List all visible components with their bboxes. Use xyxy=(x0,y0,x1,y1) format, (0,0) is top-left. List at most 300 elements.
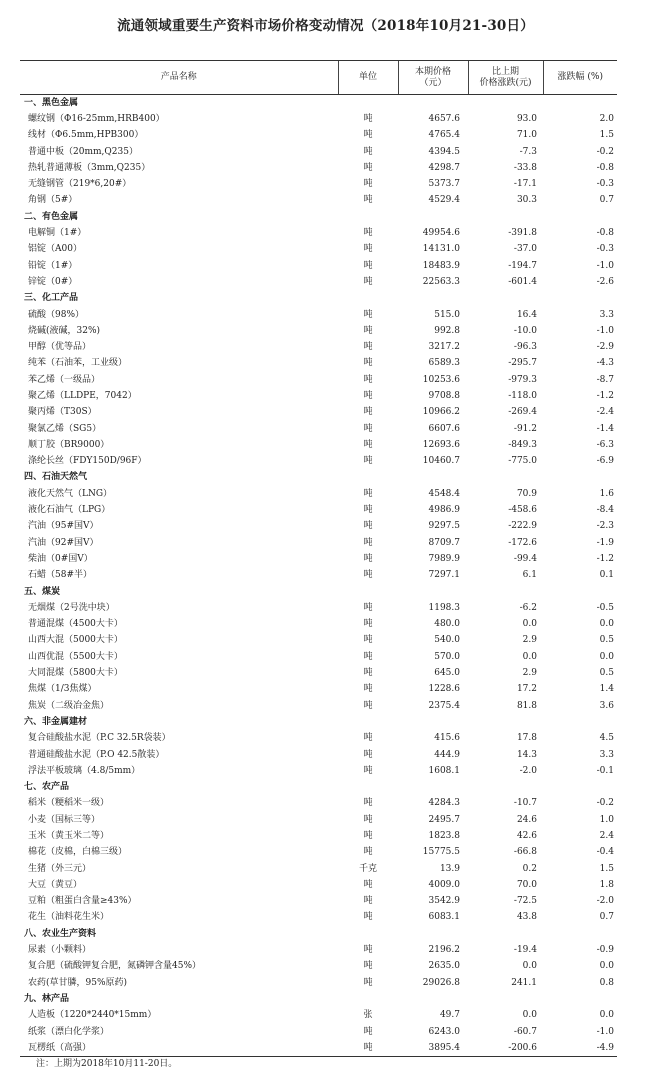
unit-cell: 吨 xyxy=(363,602,373,613)
unit-cell: 张 xyxy=(363,1010,373,1021)
pct-cell: -0.4 xyxy=(596,847,614,858)
unit-cell: 吨 xyxy=(363,260,373,271)
change-cell: 70.0 xyxy=(516,879,537,890)
unit-cell: 吨 xyxy=(363,1026,373,1037)
change-cell: -33.8 xyxy=(513,162,537,173)
table-row xyxy=(20,632,617,648)
product-name: 农药(草甘膦，95%原药) xyxy=(28,977,128,988)
empty-cell xyxy=(338,209,398,225)
unit-cell: 吨 xyxy=(363,456,373,467)
price-cell: 1608.1 xyxy=(428,765,460,776)
empty-cell xyxy=(338,583,398,599)
table-row xyxy=(20,681,617,697)
price-cell: 9297.5 xyxy=(428,521,460,532)
table-row xyxy=(20,306,617,322)
product-name: 普通中板（20mm,Q235） xyxy=(28,146,138,157)
unit-cell: 吨 xyxy=(363,162,373,173)
unit-cell: 吨 xyxy=(363,814,373,825)
change-cell: -269.4 xyxy=(508,407,537,418)
unit-cell: 吨 xyxy=(363,831,373,841)
pct-cell: -2.3 xyxy=(596,521,614,532)
pct-cell: -4.9 xyxy=(543,1040,617,1056)
footnote: 注：上期为2018年10月11-20日。 xyxy=(36,1059,178,1069)
table-row xyxy=(20,453,617,469)
price-table xyxy=(20,60,617,1057)
unit-cell: 吨 xyxy=(363,961,373,972)
pct-cell: 1.4 xyxy=(599,684,614,695)
unit-cell: 吨 xyxy=(363,358,373,369)
unit-cell: 吨 xyxy=(363,244,373,255)
pct-cell: -0.2 xyxy=(596,146,614,157)
change-cell: -601.4 xyxy=(508,276,537,287)
pct-cell: -6.9 xyxy=(596,456,614,467)
unit-cell: 吨 xyxy=(363,749,373,760)
table-row xyxy=(20,828,617,844)
price-cell: 13.9 xyxy=(439,863,460,874)
change-cell: -6.2 xyxy=(519,602,537,613)
price-cell: 4394.5 xyxy=(428,146,460,157)
price-cell: 49.7 xyxy=(439,1010,460,1021)
price-cell: 1198.3 xyxy=(428,602,460,613)
price-cell: 2495.7 xyxy=(428,814,460,825)
pct-cell: 0.7 xyxy=(599,195,614,206)
table-row xyxy=(20,143,617,159)
category-name: 五、煤炭 xyxy=(24,586,61,597)
table-row xyxy=(20,111,617,127)
unit-cell: 吨 xyxy=(363,537,373,548)
price-cell: 515.0 xyxy=(434,309,460,320)
table-row xyxy=(20,192,617,208)
pct-cell: 2.0 xyxy=(599,113,614,124)
price-cell: 22563.3 xyxy=(422,276,460,287)
pct-cell: 0.0 xyxy=(599,619,614,630)
table-row xyxy=(20,600,617,616)
table-row xyxy=(20,763,617,779)
price-cell: 4765.4 xyxy=(428,130,460,141)
pct-cell: -6.3 xyxy=(596,439,614,450)
empty-cell xyxy=(468,583,543,599)
change-cell: 42.6 xyxy=(516,831,537,841)
price-cell: 10253.6 xyxy=(422,374,460,385)
product-name: 汽油（95#国Ⅴ） xyxy=(28,521,99,532)
unit-cell: 吨 xyxy=(363,896,373,907)
pct-cell: -2.0 xyxy=(596,896,614,907)
price-cell: 4298.7 xyxy=(428,162,460,173)
table-row xyxy=(20,257,617,273)
price-cell: 4657.6 xyxy=(428,113,460,124)
change-cell: -37.0 xyxy=(513,244,537,255)
price-cell: 2196.2 xyxy=(428,945,460,956)
unit-cell: 吨 xyxy=(363,309,373,320)
product-name: 瓦楞纸（高强） xyxy=(20,1040,338,1056)
empty-cell xyxy=(543,469,617,485)
empty-cell xyxy=(543,926,617,942)
price-cell: 1228.6 xyxy=(428,684,460,695)
unit-cell: 吨 xyxy=(363,733,373,744)
price-cell: 6589.3 xyxy=(428,358,460,369)
change-cell: -200.6 xyxy=(468,1040,543,1056)
unit-cell: 吨 xyxy=(363,553,373,564)
change-cell: -2.0 xyxy=(519,765,537,776)
price-cell: 4529.4 xyxy=(428,195,460,206)
product-name: 聚氯乙烯（SG5） xyxy=(28,423,102,434)
unit-cell: 吨 xyxy=(363,505,373,516)
table-row xyxy=(20,812,617,828)
change-cell: -96.3 xyxy=(513,342,537,353)
price-cell: 8709.7 xyxy=(428,537,460,548)
pct-cell: -8.4 xyxy=(596,505,614,516)
pct-cell: 0.0 xyxy=(599,961,614,972)
unit-cell: 吨 xyxy=(363,228,373,239)
category-row xyxy=(20,95,617,111)
pct-cell: -2.6 xyxy=(596,276,614,287)
pct-cell: -1.0 xyxy=(596,1026,614,1037)
pct-cell: -0.1 xyxy=(596,765,614,776)
product-name: 热轧普通薄板（3mm,Q235） xyxy=(28,162,151,173)
change-cell: 81.8 xyxy=(516,700,537,711)
change-cell: -979.3 xyxy=(508,374,537,385)
change-cell: -194.7 xyxy=(508,260,537,271)
empty-cell xyxy=(543,991,617,1007)
table-row xyxy=(20,567,617,583)
table-row xyxy=(20,372,617,388)
empty-cell xyxy=(468,209,543,225)
table-row xyxy=(20,225,617,241)
category-row xyxy=(20,209,617,225)
change-cell: 2.9 xyxy=(522,635,537,646)
pct-cell: 0.1 xyxy=(599,570,614,581)
price-cell: 415.6 xyxy=(434,733,460,744)
pct-cell: -4.3 xyxy=(596,358,614,369)
pct-cell: 0.5 xyxy=(599,668,614,679)
change-cell: -66.8 xyxy=(513,847,537,858)
category-row xyxy=(20,469,617,485)
unit-cell: 吨 xyxy=(363,651,373,662)
price-cell: 3895.4 xyxy=(398,1040,468,1056)
product-name: 螺纹钢（Φ16-25mm,HRB400） xyxy=(28,113,165,124)
unit-cell: 吨 xyxy=(363,423,373,434)
table-row xyxy=(20,535,617,551)
product-name: 豆粕（粗蛋白含量≥43%） xyxy=(28,896,137,907)
table-row xyxy=(20,649,617,665)
category-name: 三、化工产品 xyxy=(24,293,79,304)
table-row xyxy=(20,1023,617,1039)
price-cell: 6243.0 xyxy=(428,1026,460,1037)
unit-cell: 吨 xyxy=(363,113,373,124)
table-row xyxy=(20,1007,617,1023)
change-cell: 241.1 xyxy=(511,977,537,988)
pct-cell: -1.9 xyxy=(596,537,614,548)
category-row xyxy=(20,779,617,795)
product-name: 生猪（外三元） xyxy=(28,863,92,874)
price-cell: 540.0 xyxy=(434,635,460,646)
empty-cell xyxy=(398,583,468,599)
product-name: 柴油（0#国Ⅴ） xyxy=(28,553,93,564)
empty-cell xyxy=(338,95,398,111)
unit-cell: 吨 xyxy=(363,668,373,679)
price-cell: 12693.6 xyxy=(422,439,460,450)
pct-cell: -0.3 xyxy=(596,244,614,255)
product-name: 无烟煤（2号洗中块） xyxy=(28,602,115,613)
product-name: 复合肥（硫酸钾复合肥，氮磷钾含量45%） xyxy=(28,961,202,972)
product-name: 山西大混（5000大卡） xyxy=(28,635,123,646)
product-name: 甲醇（优等品） xyxy=(28,342,92,353)
product-name: 锌锭（0#） xyxy=(28,276,78,287)
pct-cell: 1.6 xyxy=(599,488,614,499)
empty-cell xyxy=(398,95,468,111)
table-row xyxy=(20,860,617,876)
pct-cell: -0.8 xyxy=(596,228,614,239)
unit-cell: 吨 xyxy=(363,439,373,450)
empty-cell xyxy=(398,926,468,942)
change-cell: -295.7 xyxy=(508,358,537,369)
table-row xyxy=(20,942,617,958)
table-row xyxy=(20,486,617,502)
change-cell: 0.2 xyxy=(522,863,537,874)
empty-cell xyxy=(398,991,468,1007)
unit-cell: 吨 xyxy=(363,765,373,776)
empty-cell xyxy=(398,779,468,795)
product-name: 液化石油气（LPG） xyxy=(28,505,111,516)
unit-cell: 吨 xyxy=(363,195,373,206)
header-change-line2: 价格涨跌(元) xyxy=(479,77,532,88)
product-name: 人造板（1220*2440*15mm） xyxy=(28,1010,157,1021)
price-cell: 49954.6 xyxy=(422,228,460,239)
pct-cell: -0.5 xyxy=(596,602,614,613)
price-cell: 4009.0 xyxy=(428,879,460,890)
table-header xyxy=(20,61,617,95)
table-row xyxy=(20,339,617,355)
product-name: 花生（油料花生米） xyxy=(28,912,110,923)
change-cell: 2.9 xyxy=(522,668,537,679)
unit-cell: 吨 xyxy=(363,276,373,287)
change-cell: -10.0 xyxy=(513,325,537,336)
pct-cell: 0.0 xyxy=(599,651,614,662)
product-name: 大豆（黄豆） xyxy=(28,879,83,890)
product-name: 纸浆（漂白化学浆） xyxy=(28,1026,110,1037)
unit-cell: 吨 xyxy=(363,488,373,499)
table-row xyxy=(20,551,617,567)
unit-cell: 吨 xyxy=(363,390,373,401)
header-product: 产品名称 xyxy=(20,61,338,95)
table-row xyxy=(20,355,617,371)
change-cell: -172.6 xyxy=(508,537,537,548)
table-row xyxy=(20,388,617,404)
empty-cell xyxy=(468,714,543,730)
table-row xyxy=(20,877,617,893)
unit-cell: 吨 xyxy=(363,798,373,809)
table-row xyxy=(20,437,617,453)
price-cell: 1823.8 xyxy=(428,831,460,841)
product-name: 铅锭（1#） xyxy=(28,260,78,271)
product-name: 普通混煤（4500大卡） xyxy=(28,619,123,630)
pct-cell: 1.5 xyxy=(599,130,614,141)
pct-cell: 3.3 xyxy=(599,309,614,320)
pct-cell: -0.2 xyxy=(596,798,614,809)
change-cell: 24.6 xyxy=(516,814,537,825)
unit-cell: 吨 xyxy=(363,684,373,695)
pct-cell: -0.9 xyxy=(596,945,614,956)
pct-cell: -0.3 xyxy=(596,179,614,190)
table-row xyxy=(20,975,617,991)
unit-cell: 吨 xyxy=(363,374,373,385)
unit-cell: 吨 xyxy=(363,635,373,646)
category-name: 四、石油天然气 xyxy=(24,472,88,483)
empty-cell xyxy=(543,714,617,730)
change-cell: 0.0 xyxy=(522,961,537,972)
pct-cell: -1.0 xyxy=(596,325,614,336)
table-row xyxy=(20,502,617,518)
table-row xyxy=(20,746,617,762)
table-row xyxy=(20,795,617,811)
empty-cell xyxy=(398,290,468,306)
empty-cell xyxy=(468,469,543,485)
change-cell: 0.0 xyxy=(522,619,537,630)
product-name: 顺丁胶（BR9000） xyxy=(28,439,110,450)
empty-cell xyxy=(398,714,468,730)
product-name: 电解铜（1#） xyxy=(28,228,87,239)
unit-cell: 吨 xyxy=(363,521,373,532)
category-row xyxy=(20,583,617,599)
unit-cell: 吨 xyxy=(338,1040,398,1056)
unit-cell: 吨 xyxy=(363,130,373,141)
change-cell: -19.4 xyxy=(513,945,537,956)
price-cell: 992.8 xyxy=(434,325,460,336)
change-cell: -391.8 xyxy=(508,228,537,239)
empty-cell xyxy=(468,779,543,795)
product-name: 苯乙烯（一级品） xyxy=(28,374,101,385)
price-cell: 7989.9 xyxy=(428,553,460,564)
table-row xyxy=(20,404,617,420)
pct-cell: 2.4 xyxy=(599,831,614,841)
table-row xyxy=(20,1040,617,1056)
category-name: 二、有色金属 xyxy=(24,211,79,222)
empty-cell xyxy=(398,209,468,225)
change-cell: -775.0 xyxy=(508,456,537,467)
change-cell: 0.0 xyxy=(522,1010,537,1021)
product-name: 浮法平板玻璃（4.8/5mm） xyxy=(28,765,141,776)
price-cell: 14131.0 xyxy=(422,244,460,255)
table-row xyxy=(20,127,617,143)
empty-cell xyxy=(468,290,543,306)
pct-cell: 0.8 xyxy=(599,977,614,988)
change-cell: 43.8 xyxy=(516,912,537,923)
pct-cell: 0.5 xyxy=(599,635,614,646)
product-name: 角钢（5#） xyxy=(28,195,78,206)
category-row xyxy=(20,714,617,730)
unit-cell: 吨 xyxy=(363,847,373,858)
product-name: 玉米（黄玉米二等） xyxy=(28,831,110,841)
price-cell: 6607.6 xyxy=(428,423,460,434)
pct-cell: 0.0 xyxy=(599,1010,614,1021)
product-name: 棉花（皮棉，白棉三级） xyxy=(28,847,128,858)
price-cell: 4548.4 xyxy=(428,488,460,499)
pct-cell: 4.5 xyxy=(599,733,614,744)
empty-cell xyxy=(338,714,398,730)
change-cell: -222.9 xyxy=(508,521,537,532)
table-row xyxy=(20,518,617,534)
category-name: 九、林产品 xyxy=(24,993,70,1004)
product-name: 稻米（粳稻米一级） xyxy=(28,798,110,809)
unit-cell: 吨 xyxy=(363,700,373,711)
unit-cell: 吨 xyxy=(363,146,373,157)
price-cell: 480.0 xyxy=(434,619,460,630)
unit-cell: 吨 xyxy=(363,342,373,353)
price-cell: 10966.2 xyxy=(422,407,460,418)
price-cell: 10460.7 xyxy=(422,456,460,467)
price-cell: 444.9 xyxy=(434,749,460,760)
unit-cell: 吨 xyxy=(363,945,373,956)
document-title: 流通领域重要生产资料市场价格变动情况（2018年10月21-30日） xyxy=(117,18,534,34)
pct-cell: -8.7 xyxy=(596,374,614,385)
pct-cell: -0.8 xyxy=(596,162,614,173)
table-row xyxy=(20,176,617,192)
empty-cell xyxy=(543,779,617,795)
empty-cell xyxy=(338,779,398,795)
category-row xyxy=(20,290,617,306)
product-name: 山西优混（5500大卡） xyxy=(28,651,123,662)
product-name: 烧碱(液碱，32%) xyxy=(28,325,101,336)
price-cell: 3217.2 xyxy=(428,342,460,353)
change-cell: 17.2 xyxy=(516,684,537,695)
empty-cell xyxy=(338,926,398,942)
product-name: 铝锭（A00） xyxy=(28,244,82,255)
price-cell: 18483.9 xyxy=(422,260,460,271)
price-cell: 4284.3 xyxy=(428,798,460,809)
pct-cell: 1.8 xyxy=(599,879,614,890)
change-cell: 16.4 xyxy=(516,309,537,320)
price-cell: 3542.9 xyxy=(428,896,460,907)
product-name: 焦炭（二级冶金焦） xyxy=(28,700,110,711)
change-cell: 71.0 xyxy=(516,130,537,141)
table-row xyxy=(20,844,617,860)
pct-cell: -1.0 xyxy=(596,260,614,271)
unit-cell: 吨 xyxy=(363,570,373,581)
table-row xyxy=(20,893,617,909)
change-cell: -10.7 xyxy=(513,798,537,809)
pct-cell: 1.5 xyxy=(599,863,614,874)
product-name: 焦煤（1/3焦煤） xyxy=(28,684,97,695)
empty-cell xyxy=(543,583,617,599)
pct-cell: 3.3 xyxy=(599,749,614,760)
price-cell: 15775.5 xyxy=(422,847,460,858)
empty-cell xyxy=(543,290,617,306)
price-cell: 7297.1 xyxy=(428,570,460,581)
unit-cell: 吨 xyxy=(363,619,373,630)
unit-cell: 吨 xyxy=(363,179,373,190)
table-row xyxy=(20,665,617,681)
header-price-line2: （元） xyxy=(419,77,447,88)
pct-cell: -1.4 xyxy=(596,423,614,434)
table-row xyxy=(20,420,617,436)
product-name: 小麦（国标三等） xyxy=(28,814,101,825)
change-cell: -118.0 xyxy=(508,390,537,401)
product-name: 线材（Φ6.5mm,HPB300） xyxy=(28,130,144,141)
product-name: 大同混煤（5800大卡） xyxy=(28,668,123,679)
product-name: 普通硅酸盐水泥（P.O 42.5散装） xyxy=(28,749,165,760)
change-cell: -91.2 xyxy=(513,423,537,434)
empty-cell xyxy=(338,290,398,306)
change-cell: 6.1 xyxy=(522,570,537,581)
unit-cell: 吨 xyxy=(363,407,373,418)
product-name: 纯苯（石油苯，工业级） xyxy=(28,358,128,369)
change-cell: -458.6 xyxy=(508,505,537,516)
empty-cell xyxy=(543,209,617,225)
category-name: 七、农产品 xyxy=(24,782,70,793)
empty-cell xyxy=(468,926,543,942)
pct-cell: 1.0 xyxy=(599,814,614,825)
change-cell: -849.3 xyxy=(508,439,537,450)
